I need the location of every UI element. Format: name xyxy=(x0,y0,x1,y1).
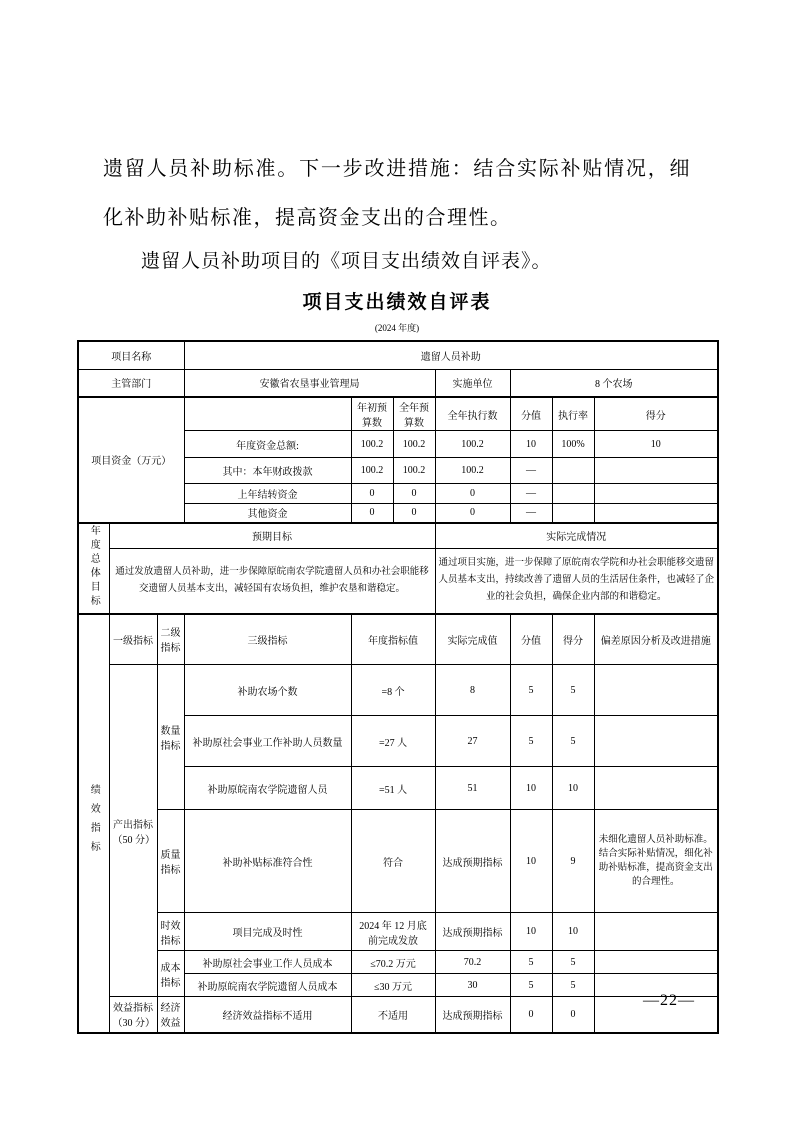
indicator-note xyxy=(594,913,718,951)
expected-goal-text: 通过发放遗留人员补助，进一步保障原皖南农学院遗留人员和办社会职能移交遗留人员基本支出，减轻国有农场负担，维护农垦和谐稳定。 xyxy=(109,549,435,614)
indicator-score: 5 xyxy=(552,665,594,716)
impl-value: 8 个农场 xyxy=(510,369,718,397)
header-level1: 一级指标 xyxy=(109,614,157,665)
level2-quality: 质量指标 xyxy=(157,810,184,913)
indicator-points: 5 xyxy=(510,716,552,767)
indicator-name: 补助原社会事业工作补助人员数量 xyxy=(184,716,351,767)
indicator-actual: 27 xyxy=(435,716,510,767)
header-points: 分值 xyxy=(510,614,552,665)
impl-label: 实施单位 xyxy=(435,369,510,397)
indicator-name: 补助补贴标准符合性 xyxy=(184,810,351,913)
indicator-points: 10 xyxy=(510,810,552,913)
header-deviation: 偏差原因分析及改进措施 xyxy=(594,614,718,665)
funds-header-empty xyxy=(184,397,351,431)
funds-header-begin: 年初预算数 xyxy=(351,397,393,431)
header-target: 年度指标值 xyxy=(351,614,435,665)
header-level3: 三级指标 xyxy=(184,614,351,665)
fund-rate xyxy=(552,458,594,484)
page-number: —22— xyxy=(643,992,695,1009)
level2-economic: 经济效益 xyxy=(157,997,184,1033)
indicator-note: 未细化遗留人员补助标准。结合实际补贴情况，细化补助补贴标准，提高资金支出的合理性。 xyxy=(594,810,718,913)
table-row xyxy=(78,397,718,431)
indicator-note xyxy=(594,716,718,767)
indicator-points: 5 xyxy=(510,951,552,974)
indicator-target: 不适用 xyxy=(351,997,435,1033)
project-name-label: 项目名称 xyxy=(78,341,184,369)
indicator-points: 10 xyxy=(510,767,552,810)
fund-item-name: 年度资金总额: xyxy=(184,431,351,458)
indicator-note xyxy=(594,665,718,716)
fund-points: — xyxy=(510,484,552,504)
indicator-actual: 51 xyxy=(435,767,510,810)
fund-begin: 0 xyxy=(351,484,393,504)
indicator-target: ≤70.2 万元 xyxy=(351,951,435,974)
header-level2: 二级指标 xyxy=(157,614,184,665)
fund-item-name: 上年结转资金 xyxy=(184,484,351,504)
perf-indicator-label: 绩效指标 xyxy=(78,614,109,1033)
fund-rate xyxy=(552,484,594,504)
fund-points: — xyxy=(510,504,552,523)
table-row xyxy=(78,549,718,614)
expected-goal-header: 预期目标 xyxy=(109,523,435,549)
funds-header-exec: 全年执行数 xyxy=(435,397,510,431)
fund-item-name: 其中：本年财政拨款 xyxy=(184,458,351,484)
indicator-points: 0 xyxy=(510,997,552,1033)
level2-quantity: 数量指标 xyxy=(157,665,184,810)
indicator-points: 5 xyxy=(510,665,552,716)
project-name-value: 遗留人员补助 xyxy=(184,341,718,369)
indicator-actual: 达成预期指标 xyxy=(435,997,510,1033)
funds-header-rate: 执行率 xyxy=(552,397,594,431)
indicator-name: 补助原皖南农学院遗留人员成本 xyxy=(184,974,351,997)
table-row xyxy=(78,523,718,549)
fund-rate: 100% xyxy=(552,431,594,458)
fund-exec: 0 xyxy=(435,504,510,523)
indicator-score: 5 xyxy=(552,974,594,997)
fund-exec: 0 xyxy=(435,484,510,504)
doc-title: 项目支出绩效自评表 xyxy=(302,292,492,313)
annual-goal-label: 年度总体目标 xyxy=(78,523,109,614)
intro-paragraph-1: 遗留人员补助标准。下一步改进措施：结合实际补贴情况，细化补助补贴标准，提高资金支出的合理性。 xyxy=(103,158,691,229)
funds-label: 项目资金（万元） xyxy=(78,397,184,523)
indicator-score: 0 xyxy=(552,997,594,1033)
indicator-row xyxy=(78,913,718,951)
table-row xyxy=(78,341,718,369)
indicator-name: 项目完成及时性 xyxy=(184,913,351,951)
funds-header-points: 分值 xyxy=(510,397,552,431)
self-evaluation-table xyxy=(77,340,719,1034)
fund-score xyxy=(594,484,718,504)
header-actual: 实际完成值 xyxy=(435,614,510,665)
indicator-target: 符合 xyxy=(351,810,435,913)
indicator-actual: 8 xyxy=(435,665,510,716)
indicator-target: ≤30 万元 xyxy=(351,974,435,997)
fund-rate xyxy=(552,504,594,523)
actual-result-text: 通过项目实施，进一步保障了原皖南农学院和办社会职能移交遗留人员基本支出，持续改善了遗留人员的生活居住条件，也减轻了企业的社会负担，确保企业内部的和谐稳定。 xyxy=(435,549,718,614)
fund-item-name: 其他资金 xyxy=(184,504,351,523)
indicator-score: 9 xyxy=(552,810,594,913)
fund-score xyxy=(594,504,718,523)
indicator-target: =8 个 xyxy=(351,665,435,716)
header-score: 得分 xyxy=(552,614,594,665)
indicator-target: =27 人 xyxy=(351,716,435,767)
funds-header-score: 得分 xyxy=(594,397,718,431)
indicator-actual: 达成预期指标 xyxy=(435,913,510,951)
level2-timeliness: 时效指标 xyxy=(157,913,184,951)
table-row xyxy=(78,614,718,665)
actual-result-header: 实际完成情况 xyxy=(435,523,718,549)
fund-begin: 100.2 xyxy=(351,431,393,458)
indicator-score: 10 xyxy=(552,767,594,810)
indicator-actual: 达成预期指标 xyxy=(435,810,510,913)
indicator-note xyxy=(594,951,718,974)
dept-label: 主管部门 xyxy=(78,369,184,397)
indicator-score: 5 xyxy=(552,951,594,974)
fund-full: 100.2 xyxy=(393,458,435,484)
fund-score: 10 xyxy=(594,431,718,458)
indicator-score: 10 xyxy=(552,913,594,951)
fund-begin: 100.2 xyxy=(351,458,393,484)
indicator-name: 补助原社会事业工作人员成本 xyxy=(184,951,351,974)
level1-output: 产出指标（50 分） xyxy=(109,665,157,997)
level2-cost: 成本指标 xyxy=(157,951,184,997)
indicator-target: =51 人 xyxy=(351,767,435,810)
fund-points: 10 xyxy=(510,431,552,458)
indicator-actual: 30 xyxy=(435,974,510,997)
dept-value: 安徽省农垦事业管理局 xyxy=(184,369,435,397)
indicator-score: 5 xyxy=(552,716,594,767)
level1-benefit: 效益指标（30 分） xyxy=(109,997,157,1033)
fund-exec: 100.2 xyxy=(435,431,510,458)
indicator-row xyxy=(78,951,718,974)
indicator-points: 5 xyxy=(510,974,552,997)
fund-full: 0 xyxy=(393,504,435,523)
table-row xyxy=(78,369,718,397)
intro-paragraph-2: 遗留人员补助项目的《项目支出绩效自评表》。 xyxy=(141,251,552,272)
fund-full: 100.2 xyxy=(393,431,435,458)
doc-subtitle: (2024 年度) xyxy=(374,323,420,333)
indicator-target: 2024 年 12 月底前完成发放 xyxy=(351,913,435,951)
indicator-points: 10 xyxy=(510,913,552,951)
fund-exec: 100.2 xyxy=(435,458,510,484)
indicator-row xyxy=(78,810,718,913)
funds-header-full: 全年预算数 xyxy=(393,397,435,431)
fund-begin: 0 xyxy=(351,504,393,523)
fund-full: 0 xyxy=(393,484,435,504)
fund-score xyxy=(594,458,718,484)
indicator-name: 补助农场个数 xyxy=(184,665,351,716)
indicator-row xyxy=(78,997,718,1033)
indicator-row xyxy=(78,665,718,716)
indicator-name: 经济效益指标不适用 xyxy=(184,997,351,1033)
indicator-name: 补助原皖南农学院遗留人员 xyxy=(184,767,351,810)
fund-points: — xyxy=(510,458,552,484)
indicator-actual: 70.2 xyxy=(435,951,510,974)
indicator-note xyxy=(594,767,718,810)
